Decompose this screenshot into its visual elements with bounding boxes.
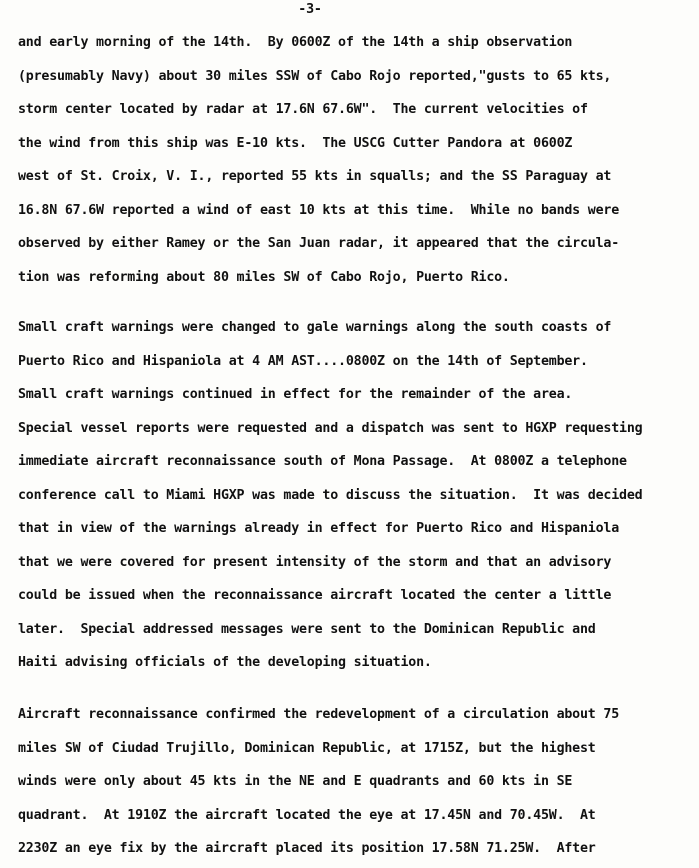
text-line: storm center located by radar at 17.6N 67.6W". The current velocities of — [18, 102, 588, 117]
text-line: later. Special addressed messages were sent to the Dominican Republic and — [18, 621, 596, 637]
page-number: -3- — [298, 2, 322, 17]
text-line: could be issued when the reconnaissance aircraft located the center a little — [18, 588, 612, 603]
text-line: Special vessel reports were requested and a dispatch was sent to HGXP requesting — [18, 420, 643, 436]
text-line: immediate aircraft reconnaissance south of Mona Passage. At 0800Z a telephone — [18, 454, 627, 469]
text-line: Puerto Rico and Hispaniola at 4 AM AST....0800Z on the 14th of September. — [18, 353, 588, 369]
text-line: 2230Z an eye fix by the aircraft placed its position 17.58N 71.25W. After — [18, 841, 596, 856]
text-line: quadrant. At 1910Z the aircraft located the eye at 17.45N and 70.45W. At — [18, 807, 596, 823]
text-line: and early morning of the 14th. By 0600Z of the 14th a ship observation — [18, 35, 573, 50]
text-line: (presumably Navy) about 30 miles SSW of Cabo Rojo reported,"gusts to 65 kts, — [18, 68, 612, 84]
text-line: winds were only about 45 kts in the NE and E quadrants and 60 kts in SE — [18, 774, 573, 789]
text-line: miles SW of Ciudad Trujillo, Dominican Republic, at 1715Z, but the highest — [18, 740, 596, 756]
text-line: Aircraft reconnaissance confirmed the redevelopment of a circulation about 75 — [18, 707, 620, 722]
text-line: Small craft warnings continued in effect for the remainder of the area. — [18, 387, 573, 402]
text-line: that in view of the warnings already in effect for Puerto Rico and Hispaniola — [18, 521, 620, 536]
text-line: that we were covered for present intensity of the storm and that an advisory — [18, 554, 612, 570]
text-line: west of St. Croix, V. I., reported 55 kts in squalls; and the SS Paraguay at — [18, 169, 612, 184]
text-line: 16.8N 67.6W reported a wind of east 10 kts at this time. While no bands were — [18, 202, 620, 218]
text-line: observed by either Ramey or the San Juan radar, it appeared that the circula- — [18, 236, 620, 251]
text-line: tion was reforming about 80 miles SW of Cabo Rojo, Puerto Rico. — [18, 269, 510, 285]
text-line: conference call to Miami HGXP was made to discuss the situation. It was decided — [18, 487, 643, 503]
text-line: Small craft warnings were changed to gale warnings along the south coasts of — [18, 320, 612, 335]
paragraph-aircraft-reconnaissance — [18, 698, 619, 866]
text-line: the wind from this ship was E-10 kts. The USCG Cutter Pandora at 0600Z — [18, 135, 573, 151]
paragraph-warnings — [18, 311, 642, 680]
text-line: Haiti advising officials of the developing situation. — [18, 655, 432, 670]
paragraph-ship-observations — [18, 26, 619, 294]
